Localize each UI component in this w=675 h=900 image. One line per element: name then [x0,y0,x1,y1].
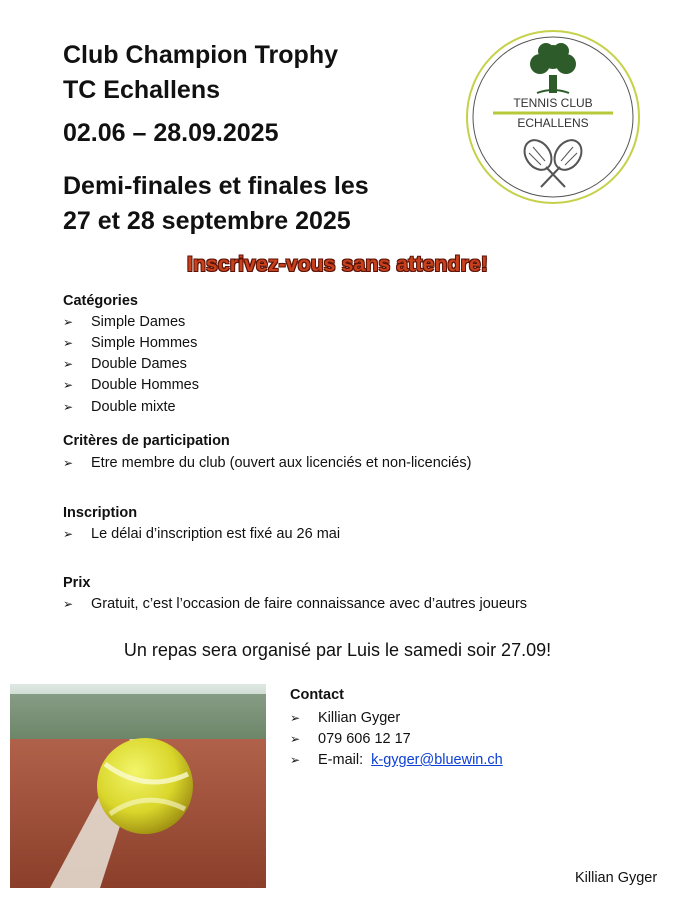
arrow-bullet-icon: ➢ [63,378,74,392]
arrow-bullet-icon: ➢ [290,711,301,725]
list-item: ➢ Simple Hommes [63,335,198,351]
club-logo [463,27,643,207]
criteria-title: Critères de participation [63,433,230,449]
finals-line-2: 27 et 28 septembre 2025 [63,207,351,235]
cta-register: Inscrivez-vous sans attendre! [186,253,489,276]
title-club-champion: Club Champion Trophy [63,41,338,69]
list-item: ➢ Simple Dames [63,314,186,330]
list-item: ➢ Etre membre du club (ouvert aux licenciés et non-licenciés) [63,455,472,471]
tennis-ball-photo [10,684,266,888]
list-item: ➢ Double mixte [63,399,176,415]
arrow-bullet-icon: ➢ [63,456,74,470]
contact-phone: ➢ 079 606 12 17 [290,731,411,747]
arrow-bullet-icon: ➢ [63,597,74,611]
tournament-dates: 02.06 – 28.09.2025 [63,119,279,147]
logo-text-2: ECHALLENS [517,116,589,130]
list-item: ➢ Double Hommes [63,377,199,393]
contact-title: Contact [290,687,344,703]
categories-title: Catégories [63,293,138,309]
logo-text-1: TENNIS CLUB [513,96,593,110]
arrow-bullet-icon: ➢ [63,527,74,541]
contact-email: ➢ E-mail: k-gyger@bluewin.ch [290,752,503,768]
list-item: ➢ Double Dames [63,356,187,372]
list-item: ➢ Le délai d’inscription est fixé au 26 mai [63,526,341,542]
list-item: ➢ Gratuit, c’est l’occasion de faire connaissance avec d’autres joueurs [63,596,528,612]
prix-title: Prix [63,575,91,591]
arrow-bullet-icon: ➢ [290,732,301,746]
inscription-title: Inscription [63,505,138,521]
dinner-announcement: Un repas sera organisé par Luis le samedi soir 27.09! [123,640,552,660]
title-club-name: TC Echallens [63,76,220,104]
arrow-bullet-icon: ➢ [63,357,74,371]
arrow-bullet-icon: ➢ [290,753,301,767]
arrow-bullet-icon: ➢ [63,400,74,414]
signature: Killian Gyger [575,870,658,886]
arrow-bullet-icon: ➢ [63,315,74,329]
contact-name: ➢ Killian Gyger [290,710,401,726]
finals-line-1: Demi-finales et finales les [63,172,369,200]
email-link[interactable]: k-gyger@bluewin.ch [371,752,503,768]
arrow-bullet-icon: ➢ [63,336,74,350]
